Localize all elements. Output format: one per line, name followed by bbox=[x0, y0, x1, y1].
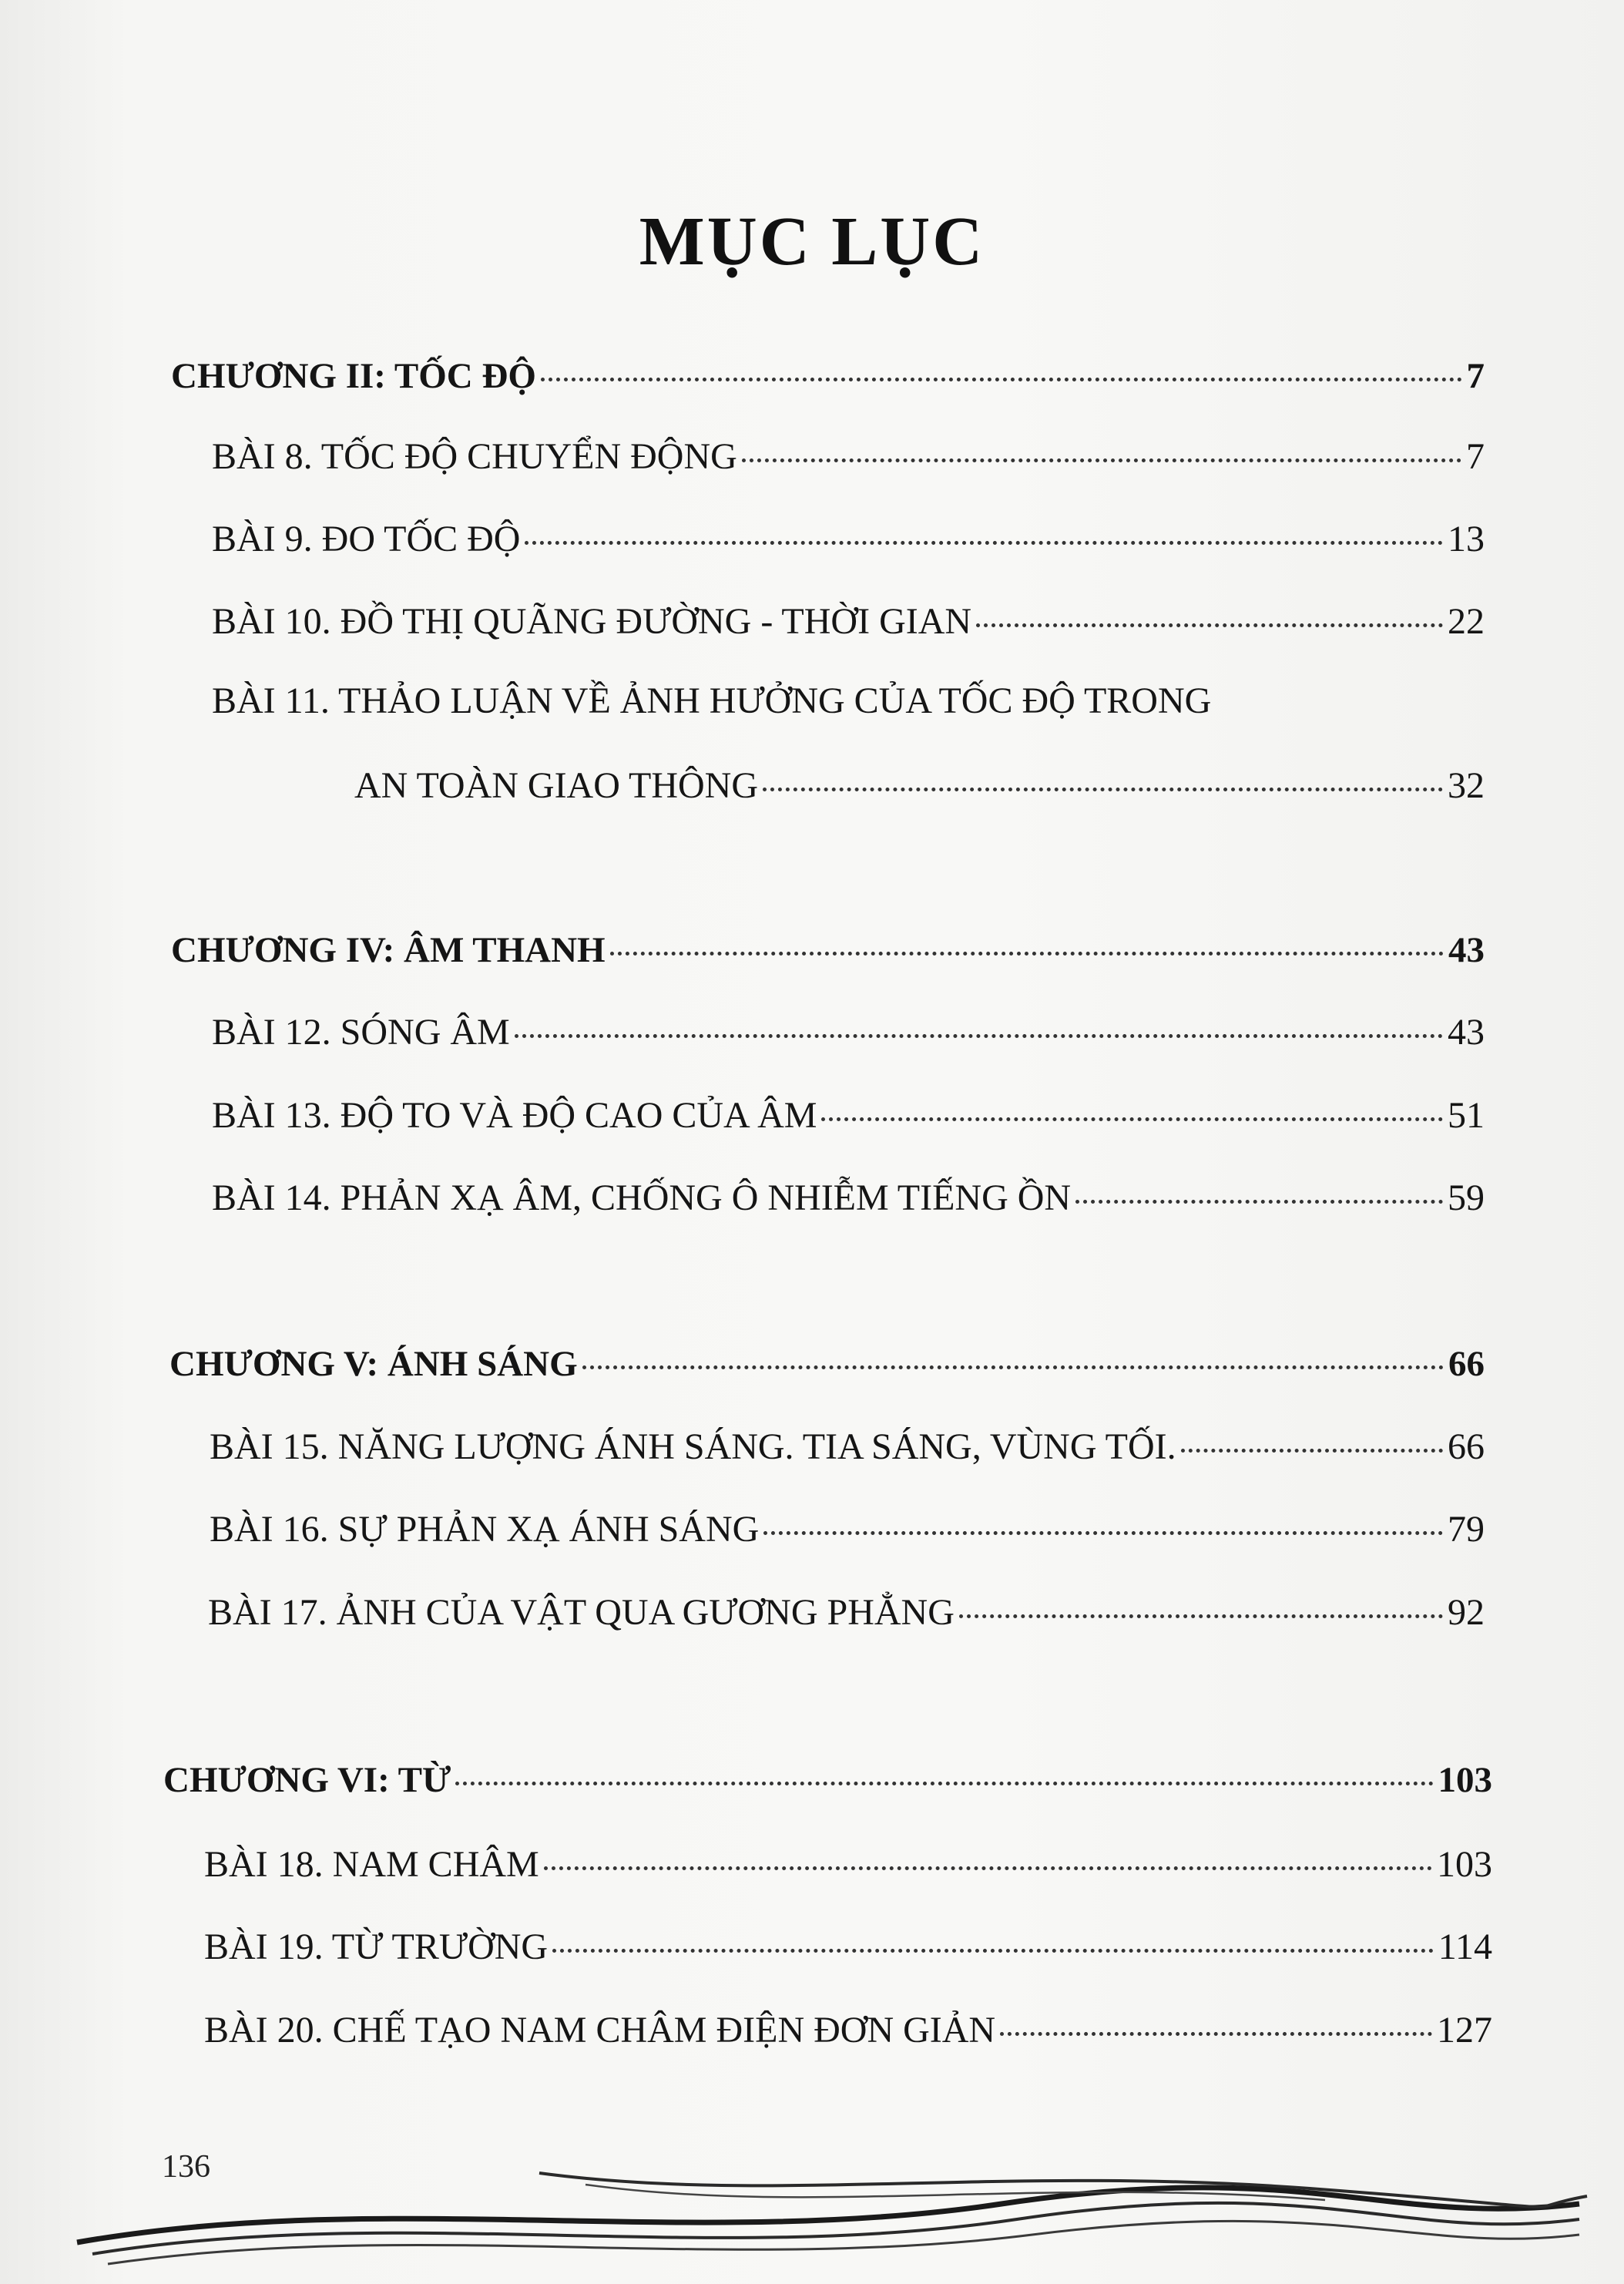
toc-chapter-6[interactable] bbox=[163, 1757, 1492, 1803]
toc-page-number: 13 bbox=[1448, 519, 1485, 559]
toc-entry-label: CHƯƠNG IV: ÂM THANH bbox=[171, 930, 606, 970]
toc-page-number: 22 bbox=[1448, 601, 1485, 642]
dot-leader bbox=[552, 1949, 1434, 1953]
toc-entry-label: BÀI 13. ĐỘ TO VÀ ĐỘ CAO CỦA ÂM bbox=[212, 1095, 817, 1136]
toc-page-number: 114 bbox=[1438, 1926, 1492, 1967]
toc-page-number: 103 bbox=[1438, 1760, 1492, 1800]
toc-entry-label: BÀI 15. NĂNG LƯỢNG ÁNH SÁNG. TIA SÁNG, VÙNG TỐI. bbox=[210, 1426, 1176, 1467]
toc-entry-label: BÀI 9. ĐO TỐC ĐỘ bbox=[212, 519, 521, 559]
dot-leader bbox=[976, 623, 1443, 627]
toc-chapter-4[interactable] bbox=[171, 927, 1485, 973]
toc-entry-label: BÀI 8. TỐC ĐỘ CHUYỂN ĐỘNG bbox=[212, 436, 737, 477]
toc-lesson-13[interactable] bbox=[212, 1093, 1485, 1139]
toc-page-number: 7 bbox=[1466, 356, 1485, 396]
toc-page-number: 59 bbox=[1448, 1177, 1485, 1218]
toc-lesson-11[interactable] bbox=[354, 763, 1485, 809]
toc-chapter-2[interactable] bbox=[171, 353, 1485, 399]
toc-page-number: 32 bbox=[1448, 765, 1485, 806]
dot-leader bbox=[1000, 2032, 1432, 2036]
toc-lesson-11-line1[interactable]: BÀI 11. THẢO LUẬN VỀ ẢNH HƯỞNG CỦA TỐC ĐỘ TRONG bbox=[212, 680, 1212, 721]
toc-page-number: 7 bbox=[1466, 436, 1485, 477]
toc-page-number: 51 bbox=[1448, 1095, 1485, 1136]
toc-lesson-15[interactable] bbox=[210, 1424, 1485, 1470]
toc-lesson-10[interactable] bbox=[212, 599, 1485, 645]
page-number: 136 bbox=[162, 2149, 210, 2185]
toc-lesson-18[interactable] bbox=[204, 1842, 1492, 1888]
dot-leader bbox=[544, 1866, 1432, 1870]
toc-page-number: 66 bbox=[1448, 1344, 1485, 1384]
dot-leader bbox=[610, 952, 1444, 956]
toc-lesson-12[interactable] bbox=[212, 1009, 1485, 1056]
toc-chapter-5[interactable] bbox=[169, 1341, 1485, 1387]
dot-leader bbox=[742, 458, 1461, 462]
toc-page-number: 103 bbox=[1437, 1844, 1492, 1885]
toc-entry-label: CHƯƠNG V: ÁNH SÁNG bbox=[169, 1344, 578, 1384]
dot-leader bbox=[1181, 1449, 1443, 1453]
toc-entry-label: BÀI 14. PHẢN XẠ ÂM, CHỐNG Ô NHIỄM TIẾNG ỒN bbox=[212, 1177, 1072, 1218]
dot-leader bbox=[1075, 1200, 1443, 1204]
toc-lesson-8[interactable] bbox=[212, 434, 1485, 480]
toc-lesson-16[interactable] bbox=[210, 1506, 1485, 1553]
toc-entry-label: BÀI 16. SỰ PHẢN XẠ ÁNH SÁNG bbox=[210, 1509, 760, 1550]
toc-entry-label: BÀI 19. TỪ TRƯỜNG bbox=[204, 1926, 549, 1967]
dot-leader bbox=[582, 1365, 1444, 1369]
toc-page-number: 127 bbox=[1437, 2010, 1492, 2051]
toc-entry-label: BÀI 12. SÓNG ÂM bbox=[212, 1012, 510, 1053]
toc-lesson-17[interactable] bbox=[208, 1590, 1485, 1636]
dot-leader bbox=[959, 1614, 1443, 1618]
toc-entry-label: BÀI 20. CHẾ TẠO NAM CHÂM ĐIỆN ĐƠN GIẢN bbox=[204, 2010, 996, 2051]
dot-leader bbox=[821, 1117, 1443, 1121]
dot-leader bbox=[515, 1034, 1443, 1038]
toc-entry-label: BÀI 10. ĐỒ THỊ QUÃNG ĐƯỜNG - THỜI GIAN bbox=[212, 601, 972, 642]
toc-page-number: 43 bbox=[1448, 1012, 1485, 1053]
toc-page-number: 79 bbox=[1448, 1509, 1485, 1550]
toc-entry-label: CHƯƠNG VI: TỪ bbox=[163, 1760, 451, 1800]
toc-entry-label: CHƯƠNG II: TỐC ĐỘ bbox=[171, 356, 536, 396]
toc-entry-label: BÀI 18. NAM CHÂM bbox=[204, 1844, 539, 1885]
toc-page-number: 43 bbox=[1448, 930, 1485, 970]
wave-ornament bbox=[0, 2158, 1624, 2284]
dot-leader bbox=[763, 1531, 1443, 1535]
page-title: MỤC LỤC bbox=[639, 203, 985, 280]
dot-leader bbox=[763, 788, 1443, 791]
toc-lesson-19[interactable] bbox=[204, 1924, 1492, 1970]
toc-lesson-14[interactable] bbox=[212, 1175, 1485, 1221]
toc-entry-label: AN TOÀN GIAO THÔNG bbox=[354, 765, 758, 806]
dot-leader bbox=[525, 541, 1443, 545]
toc-page-number: 66 bbox=[1448, 1426, 1485, 1467]
dot-leader bbox=[541, 378, 1462, 381]
toc-page-number: 92 bbox=[1448, 1592, 1485, 1633]
dot-leader bbox=[455, 1782, 1433, 1785]
toc-entry-label: BÀI 17. ẢNH CỦA VẬT QUA GƯƠNG PHẲNG bbox=[208, 1592, 955, 1633]
toc-lesson-20[interactable] bbox=[204, 2007, 1492, 2054]
toc-lesson-9[interactable] bbox=[212, 516, 1485, 563]
